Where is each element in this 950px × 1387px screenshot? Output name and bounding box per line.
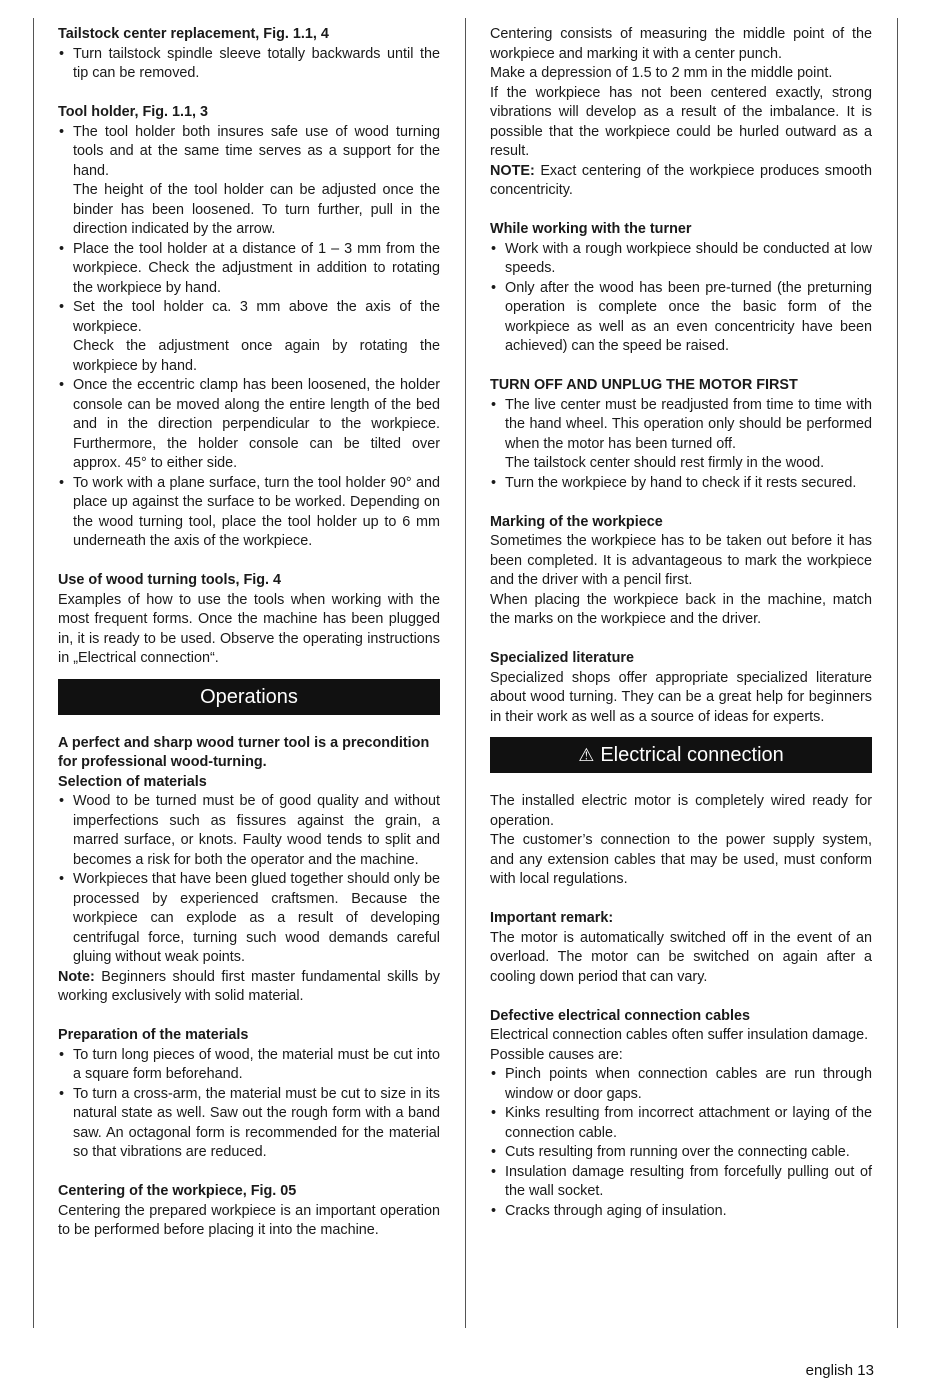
- section-electrical: [490, 792, 872, 890]
- list-item-text: • The live center must be readjusted from time to time with the hand wheel. This operation only should be performed when the motor has been turned off.: [505, 396, 872, 452]
- list-item: • To turn long pieces of wood, the material must be cut into a square form beforehand.: [58, 1046, 440, 1085]
- heading-use-tools: Use of wood turning tools, Fig. 4: [58, 572, 282, 588]
- paragraph-use-tools: Examples of how to use the tools when working with the most frequent forms. Once the machine has been plugged in, it is ready to be used. Observe the operating instructions in „Electrical connection“.: [58, 591, 440, 666]
- section-use-tools: [58, 571, 440, 669]
- list-item: • Only after the wood has been pre-turned (the preturning operation is complete once the basic form of the workpiece as well as an even concentricity have been achieved) can the speed be raised.: [490, 279, 872, 357]
- section-centering: [58, 1182, 440, 1241]
- list-item: • To work with a plane surface, turn the tool holder 90° and place up against the surface to be worked. Depending on the wood turning tool, place the tool holder up to 6 mm underneath the axis of the workpiece.: [58, 474, 440, 552]
- list-item: [490, 396, 872, 474]
- list-item-continuation: The tailstock center should rest firmly in the wood.: [505, 455, 825, 471]
- electrical-connection-banner: [490, 737, 872, 773]
- operations-banner: Operations: [58, 679, 440, 715]
- heading-marking: Marking of the workpiece: [490, 513, 663, 530]
- list-item: • Cracks through aging of insulation.: [490, 1202, 872, 1222]
- list-item-text: • Set the tool holder ca. 3 mm above the axis of the workpiece.: [73, 299, 440, 335]
- section-working: [490, 220, 872, 357]
- section-tailstock: [58, 25, 440, 84]
- list-tailstock: [58, 45, 440, 84]
- left-column: [58, 25, 440, 1260]
- list-tool-holder: [58, 123, 440, 552]
- note-label: Note:: [58, 968, 95, 985]
- list-item: • Cuts resulting from running over the connecting cable.: [490, 1143, 872, 1163]
- list-item: • Turn the workpiece by hand to check if it rests secured.: [490, 474, 872, 494]
- list-preparation: [58, 1046, 440, 1163]
- left-margin-rule: [33, 18, 34, 1328]
- warning-triangle-icon: ⚠: [578, 745, 595, 765]
- list-item-continuation: Check the adjustment once again by rotating the workpiece by hand.: [73, 338, 440, 374]
- heading-centering: Centering of the workpiece, Fig. 05: [58, 1183, 297, 1199]
- list-item: • Place the tool holder at a distance of 1 – 3 mm from the workpiece. Check the adjustment in addition to rotating the workpiece by hand.: [58, 240, 440, 299]
- paragraph: Make a depression of 1.5 to 2 mm in the middle point.: [490, 65, 833, 81]
- paragraph-literature: Specialized shops offer appropriate specialized literature about wood turning. They can be a great help for beginners in their work as well as a source of ideas for experts.: [490, 669, 872, 725]
- note-selection: [58, 968, 440, 1007]
- heading-literature: Specialized literature: [490, 650, 634, 666]
- section-tool-holder: [58, 103, 440, 552]
- note-text: Beginners should first master fundamental skills by working exclusively with solid material.: [58, 968, 440, 1004]
- heading-working: While working with the turner: [490, 221, 692, 237]
- list-turn-off: [490, 396, 872, 494]
- heading-tool-holder: Tool holder, Fig. 1.1, 3: [58, 104, 209, 120]
- list-item: • Work with a rough workpiece should be conducted at low speeds.: [490, 240, 872, 279]
- paragraph-remark: The motor is automatically switched off in the event of an overload. The motor can be switched on again after a cooling down period that can vary.: [490, 929, 872, 985]
- paragraph: When placing the workpiece back in the machine, match the marks on the workpiece and the driver.: [490, 591, 872, 627]
- heading-cables: Defective electrical connection cables: [490, 1007, 750, 1024]
- list-selection: [58, 792, 440, 968]
- page-footer: english 13: [805, 1362, 874, 1379]
- heading-preparation: Preparation of the materials: [58, 1027, 249, 1043]
- paragraph: Centering consists of measuring the middle point of the workpiece and marking it with a center punch.: [490, 26, 872, 62]
- right-column: [490, 25, 872, 1241]
- paragraph-centering: Centering the prepared workpiece is an important operation to be performed before placing it into the machine.: [58, 1202, 440, 1238]
- section-important-remark: [490, 909, 872, 987]
- paragraph: The customer’s connection to the power supply system, and any extension cables that may be used, must conform with local regulations.: [490, 832, 872, 887]
- list-item: • Pinch points when connection cables are run through window or door gaps.: [490, 1065, 872, 1104]
- list-item: • Once the eccentric clamp has been loosened, the holder console can be moved along the entire length of the bed and in the direction perpendicular to the workpiece. Furthermore, the holder console can be tilted over approx. 45° to either side.: [58, 376, 440, 474]
- paragraph: If the workpiece has not been centered exactly, strong vibrations will develop as a result of the imbalance. It is possible that the workpiece could be hurled outward as a result.: [490, 84, 872, 159]
- list-item: • Workpieces that have been glued together should only be processed by experienced craftsmen. Because the workpiece can explode as a result of developing centrifugal force, turning such wood demands careful gluing without weak points.: [58, 870, 440, 968]
- list-item-text: • The tool holder both insures safe use of wood turning tools and at the same time serves as a support for the hand.: [73, 123, 440, 179]
- list-item: • To turn a cross-arm, the material must be cut to size in its natural state as well. Saw out the rough form with a band saw. An octagonal form is recommended for the material so that vibrations are reduced.: [58, 1085, 440, 1163]
- intro-bold-statement: A perfect and sharp wood turner tool is a precondition for professional wood-turning.: [58, 734, 430, 770]
- list-item-continuation: The height of the tool holder can be adjusted once the binder has been loosened. To turn further, pull in the direction indicated by the arrow.: [73, 182, 440, 237]
- note-text: Exact centering of the workpiece produces smooth concentricity.: [490, 162, 872, 198]
- right-margin-rule: [897, 18, 898, 1328]
- section-centering-continued: [490, 25, 872, 201]
- list-working: [490, 240, 872, 357]
- section-cables: [490, 1007, 872, 1222]
- list-item: [58, 123, 440, 240]
- list-item: • Kinks resulting from incorrect attachment or laying of the connection cable.: [490, 1104, 872, 1143]
- section-selection: [58, 734, 440, 1007]
- list-item: • Wood to be turned must be of good quality and without imperfections such as fissures against the grain, a marred surface, or knots. Faulty wood tends to split and becomes a risk for both the operator and the machine.: [58, 792, 440, 870]
- note-centering: [490, 162, 872, 201]
- list-item: • Turn tailstock spindle sleeve totally backwards until the tip can be removed.: [58, 45, 440, 84]
- section-marking: [490, 513, 872, 630]
- list-item: [58, 298, 440, 376]
- heading-turn-off: TURN OFF AND UNPLUG THE MOTOR FIRST: [490, 377, 798, 393]
- paragraph: Sometimes the workpiece has to be taken out before it has been completed. It is advantageous to mark the workpiece and the driver with a pencil first.: [490, 533, 872, 588]
- heading-selection: Selection of materials: [58, 773, 207, 790]
- note-label: NOTE:: [490, 162, 535, 179]
- list-cables: [490, 1065, 872, 1221]
- list-item: • Insulation damage resulting from forcefully pulling out of the wall socket.: [490, 1163, 872, 1202]
- heading-tailstock: Tailstock center replacement, Fig. 1.1, 4: [58, 26, 329, 42]
- paragraph: Electrical connection cables often suffer insulation damage.: [490, 1027, 869, 1043]
- banner-title: Electrical connection: [600, 744, 784, 766]
- paragraph: Possible causes are:: [490, 1046, 623, 1063]
- section-turn-off: [490, 376, 872, 493]
- section-preparation: [58, 1026, 440, 1163]
- column-divider-rule: [465, 18, 466, 1328]
- paragraph: The installed electric motor is completely wired ready for operation.: [490, 793, 872, 829]
- heading-important-remark: Important remark:: [490, 910, 614, 926]
- section-literature: [490, 649, 872, 727]
